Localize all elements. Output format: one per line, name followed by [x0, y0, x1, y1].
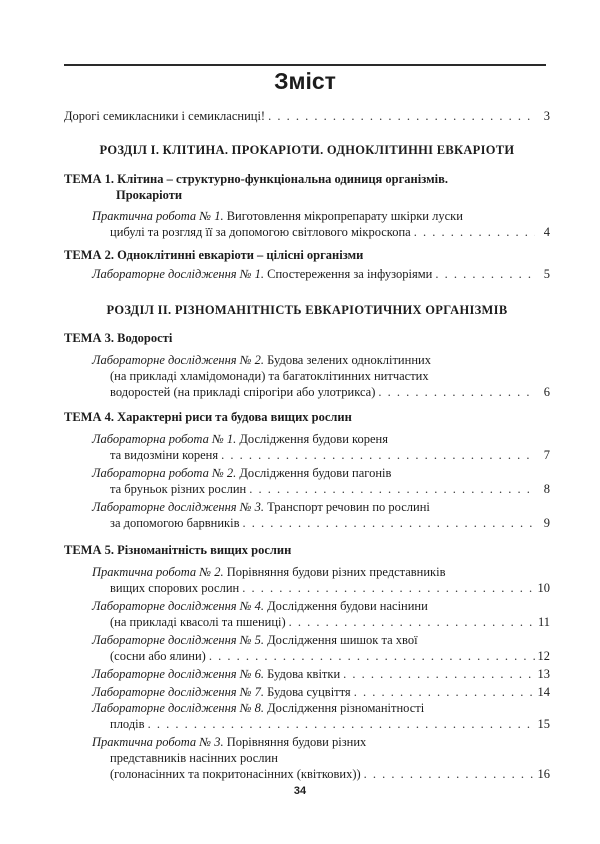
entry-title: вищих спорових рослин	[110, 581, 240, 595]
entry-label: Лабораторна робота № 2.	[92, 466, 237, 480]
entry-title: (на прикладі квасолі та пшениці)	[110, 615, 286, 629]
theme-heading-4	[64, 409, 352, 425]
entry-label: Лабораторне дослідження № 3.	[92, 500, 264, 514]
theme-heading-5	[64, 542, 291, 558]
theme-heading-1-cont: Прокаріоти	[116, 188, 183, 202]
entry-label: Практична робота № 2.	[92, 565, 224, 579]
entry-title: плодів	[110, 717, 145, 731]
dot-leader	[221, 447, 535, 463]
dot-leader	[364, 766, 535, 782]
toc-page-number: 4	[543, 225, 550, 239]
entry-label: Лабораторне дослідження № 5.	[92, 633, 264, 647]
toc-page-number: 9	[543, 516, 550, 530]
toc-entry-line	[92, 632, 418, 648]
entry-title: Порівняння будови різних представників	[226, 565, 446, 579]
page-title: Зміст	[274, 68, 336, 94]
toc-entry-lab-8[interactable]	[110, 716, 550, 732]
entry-label: Лабораторне дослідження № 6.	[92, 667, 264, 681]
entry-label: Лабораторне дослідження № 8.	[92, 701, 264, 715]
dot-leader	[343, 666, 534, 682]
dot-leader	[435, 266, 535, 282]
dot-leader	[148, 716, 535, 732]
toc-entry-line	[92, 208, 463, 224]
theme-label: ТЕМА 3.	[64, 331, 114, 345]
toc-entry-labwork-1[interactable]	[110, 447, 550, 463]
toc-page-number: 10	[537, 581, 550, 595]
entry-title: Будова квітки	[267, 667, 341, 681]
theme-heading-2	[64, 247, 363, 263]
entry-title: цибулі та розгляд її за допомогою світлового мікроскопа	[110, 225, 411, 239]
toc-entry-line: (на прикладі хламідомонади) та багатоклітинних нитчастих	[110, 369, 429, 383]
toc-entry-line	[92, 499, 430, 515]
dot-leader	[243, 515, 536, 531]
toc-entry-line	[92, 598, 428, 614]
toc-page-number: 13	[537, 667, 550, 681]
entry-title: Дослідження будови пагонів	[239, 466, 392, 480]
theme-label: ТЕМА 1.	[64, 172, 114, 186]
toc-entry-practical-1[interactable]	[110, 224, 550, 240]
page-number: 34	[293, 785, 307, 797]
theme-title: Різноманітність вищих рослин	[117, 543, 292, 557]
toc-entry-intro[interactable]	[64, 108, 550, 124]
entry-title: та видозміни кореня	[110, 448, 219, 462]
toc-page-number: 15	[537, 717, 550, 731]
toc-entry-text	[92, 684, 351, 700]
entry-title: Будова зелених одноклітинних	[267, 353, 431, 367]
toc-page-number: 6	[543, 385, 550, 399]
toc-entry-text: Дорогі семикласники і семикласниці!	[64, 109, 266, 123]
theme-title: Водорості	[117, 331, 173, 345]
toc-entry-line	[92, 564, 446, 580]
entry-title: за допомогою барвників	[110, 516, 240, 530]
toc-entry-lab-3[interactable]	[110, 515, 550, 531]
toc-entry-lab-2[interactable]	[110, 384, 550, 400]
theme-heading-1	[64, 171, 448, 187]
entry-title: (голонасінних та покритонасінних (квіткових))	[110, 767, 361, 781]
toc-entry-lab-1[interactable]	[92, 266, 550, 282]
toc-page-number: 7	[543, 448, 550, 462]
toc-entry-lab-6[interactable]	[92, 666, 550, 682]
entry-label: Практична робота № 3.	[92, 735, 224, 749]
entry-title: Спостереження за інфузоріями	[267, 267, 433, 281]
entry-title: Дослідження шишок та хвої	[267, 633, 418, 647]
theme-title: Клітина – структурно-функціональна одиниця організмів.	[117, 172, 448, 186]
toc-entry-practical-2[interactable]	[110, 580, 550, 596]
dot-leader	[249, 481, 535, 497]
section-heading-1: РОЗДІЛ І. КЛІТИНА. ПРОКАРІОТИ. ОДНОКЛІТИННІ ЕВКАРІОТИ	[99, 143, 515, 157]
entry-title: водоростей (на прикладі спірогіри або улотрикса)	[110, 385, 376, 399]
toc-entry-text	[92, 666, 340, 682]
entry-title: Дослідження будови кореня	[239, 432, 388, 446]
entry-title: Дослідження будови насінини	[267, 599, 428, 613]
toc-page-number: 3	[543, 109, 550, 123]
top-rule	[64, 64, 546, 66]
entry-title: Транспорт речовин по рослині	[267, 500, 430, 514]
dot-leader	[354, 684, 535, 700]
entry-title: Будова суцвіття	[267, 685, 351, 699]
toc-page-number: 12	[537, 649, 550, 663]
toc-entry-text	[92, 266, 432, 282]
toc-entry-lab-7[interactable]	[92, 684, 550, 700]
section-heading-2: РОЗДІЛ ІІ. РІЗНОМАНІТНІСТЬ ЕВКАРІОТИЧНИХ ОРГАНІЗМІВ	[106, 303, 508, 317]
theme-title: Характерні риси та будова вищих рослин	[117, 410, 352, 424]
entry-label: Лабораторне дослідження № 1.	[92, 267, 264, 281]
toc-page-number: 11	[537, 615, 550, 629]
toc-entry-line	[92, 352, 431, 368]
dot-leader	[289, 614, 535, 630]
entry-title: (сосни або ялини)	[110, 649, 206, 663]
entry-title: та бруньок різних рослин	[110, 482, 247, 496]
dot-leader	[414, 224, 535, 240]
toc-page-number: 14	[537, 685, 550, 699]
entry-title: Порівняння будови різних	[226, 735, 367, 749]
entry-label: Лабораторна робота № 1.	[92, 432, 237, 446]
theme-label: ТЕМА 4.	[64, 410, 114, 424]
toc-page-number: 16	[537, 767, 550, 781]
toc-page-number: 8	[543, 482, 550, 496]
theme-title: Одноклітинні евкаріоти – цілісні організми	[117, 248, 364, 262]
toc-entry-lab-4[interactable]	[110, 614, 550, 630]
toc-entry-lab-5[interactable]	[110, 648, 550, 664]
entry-title: Дослідження різноманітності	[267, 701, 425, 715]
dot-leader	[242, 580, 534, 596]
entry-label: Практична робота № 1.	[92, 209, 224, 223]
theme-label: ТЕМА 5.	[64, 543, 114, 557]
dot-leader	[209, 648, 535, 664]
toc-entry-labwork-2[interactable]	[110, 481, 550, 497]
toc-entry-line	[92, 431, 388, 447]
theme-label: ТЕМА 2.	[64, 248, 114, 262]
dot-leader	[268, 108, 535, 124]
entry-label: Лабораторне дослідження № 2.	[92, 353, 264, 367]
entry-title: Виготовлення мікропрепарату шкірки луски	[226, 209, 463, 223]
toc-page-number: 5	[543, 267, 550, 281]
dot-leader	[378, 384, 535, 400]
toc-entry-line	[92, 700, 424, 716]
toc-entry-line	[92, 465, 391, 481]
entry-label: Лабораторне дослідження № 4.	[92, 599, 264, 613]
toc-entry-line	[92, 734, 366, 750]
toc-entry-line: представників насінних рослин	[110, 751, 278, 765]
toc-entry-practical-3[interactable]	[110, 766, 550, 782]
theme-heading-3	[64, 330, 172, 346]
entry-label: Лабораторне дослідження № 7.	[92, 685, 264, 699]
